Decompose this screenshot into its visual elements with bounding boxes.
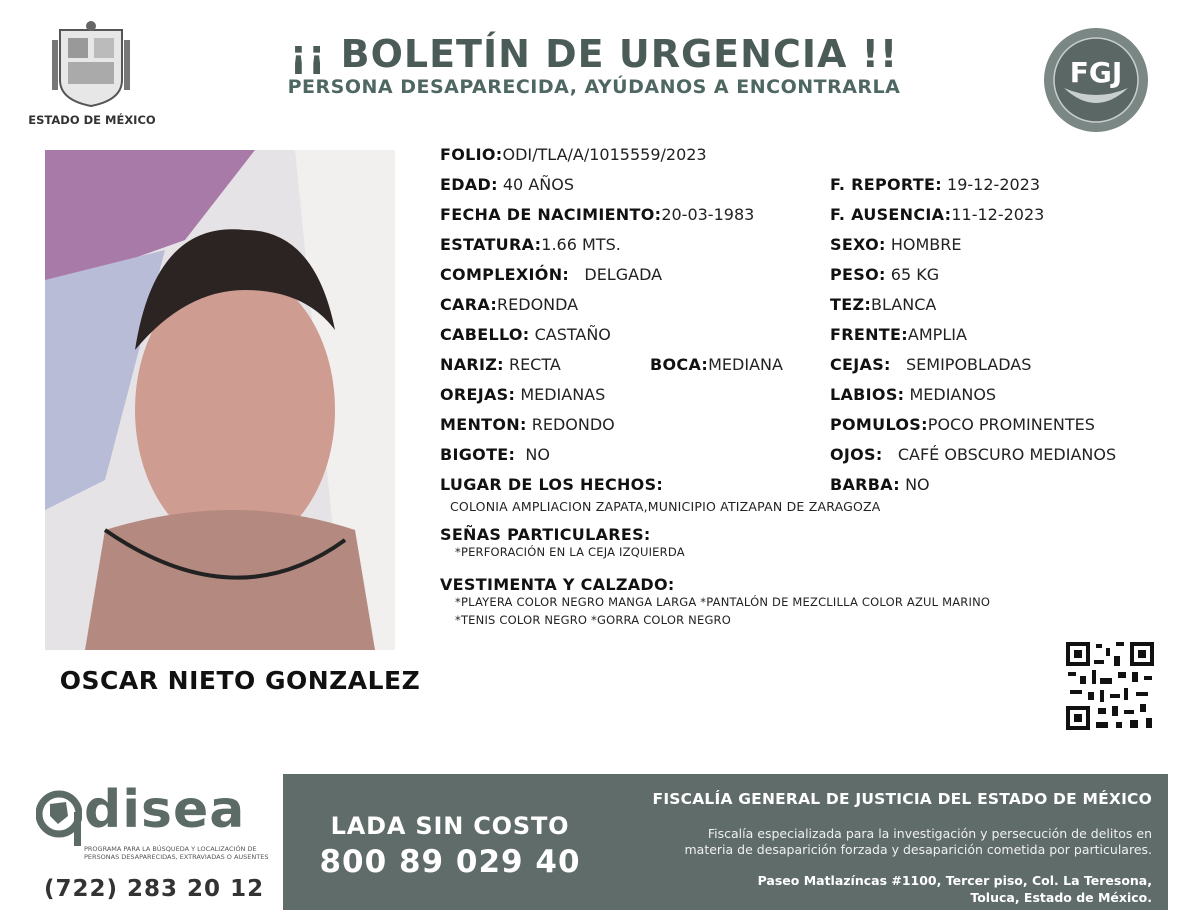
field-vestimenta-line1: *PLAYERA COLOR NEGRO MANGA LARGA *PANTALÓN DE MEZCLILLA COLOR AZUL MARINO [455,595,991,609]
field-labios: LABIOS: MEDIANOS [830,385,997,404]
field-senas-value: *PERFORACIÓN EN LA CEJA IZQUIERDA [455,545,685,559]
fgj-address-line-2: Toluca, Estado de México. [970,890,1152,905]
person-name: OSCAR NIETO GONZALEZ [59,666,421,695]
field-vestimenta-label: VESTIMENTA Y CALZADO: [440,575,675,594]
lada-phone-number: 800 89 029 40 [319,844,581,880]
field-barba: BARBA: NO [830,475,930,494]
field-cejas: CEJAS: SEMIPOBLADAS [830,355,1032,374]
fgj-logo-text: FGJ [1069,56,1123,89]
field-folio: FOLIO:ODI/TLA/A/1015559/2023 [440,145,707,164]
field-f-reporte: F. REPORTE: 19-12-2023 [830,175,1041,194]
odisea-map-icon [36,788,82,848]
field-estatura: ESTATURA:1.66 MTS. [440,235,621,254]
fgj-address-line-1: Paseo Matlazíncas #1100, Tercer piso, Col. La Teresona, [757,873,1152,888]
field-bigote: BIGOTE: NO [440,445,550,464]
fgj-description [592,826,1152,858]
fgj-address [758,872,1152,906]
field-lugar-label: LUGAR DE LOS HECHOS: [440,475,664,494]
person-photo [45,150,395,650]
field-complexion: COMPLEXIÓN: DELGADA [440,265,663,284]
fgj-description-line-1: Fiscalía especializada para la investigación y persecución de delitos en [707,826,1152,841]
fgj-seal-logo [1042,26,1150,134]
odisea-logo [36,780,276,846]
field-edad: EDAD: 40 AÑOS [440,175,574,194]
bulletin-subtitle: PERSONA DESAPARECIDA, AYÚDANOS A ENCONTRARLA [287,76,901,98]
field-tez: TEZ:BLANCA [830,295,937,314]
qr-code [1064,640,1156,732]
field-pomulos: POMULOS:POCO PROMINENTES [830,415,1095,434]
field-lugar-value: COLONIA AMPLIACION ZAPATA,MUNICIPIO ATIZAPAN DE ZARAGOZA [450,499,881,514]
field-senas-label: SEÑAS PARTICULARES: [440,525,651,544]
field-ojos: OJOS: CAFÉ OBSCURO MEDIANOS [830,445,1117,464]
fgj-description-line-2: materia de desaparición forzada y desaparición cometida por particulares. [684,842,1152,857]
estado-de-mexico-label: ESTADO DE MÉXICO [28,113,156,127]
field-cara: CARA:REDONDA [440,295,579,314]
odisea-wordmark: disea [84,780,246,840]
odisea-program-description: PROGRAMA PARA LA BÚSQUEDA Y LOCALIZACIÓN DE PERSONAS DESAPARECIDAS, EXTRAVIADAS O AUSENTES [84,845,269,861]
field-fecha-nacimiento: FECHA DE NACIMIENTO:20-03-1983 [440,205,755,224]
field-cabello: CABELLO: CASTAÑO [440,325,611,344]
lada-sin-costo-label: LADA SIN COSTO [330,812,570,840]
field-menton: MENTON: REDONDO [440,415,615,434]
field-peso: PESO: 65 KG [830,265,940,284]
field-sexo: SEXO: HOMBRE [830,235,962,254]
field-boca: BOCA:MEDIANA [650,355,783,374]
field-frente: FRENTE:AMPLIA [830,325,967,344]
field-nariz: NARIZ: RECTA [440,355,561,374]
field-f-ausencia: F. AUSENCIA:11-12-2023 [830,205,1045,224]
fgj-title: FISCALÍA GENERAL DE JUSTICIA DEL ESTADO DE MÉXICO [652,790,1152,808]
bulletin-title: ¡¡ BOLETÍN DE URGENCIA !! [289,32,899,76]
odisea-phone: (722) 283 20 12 [44,876,265,902]
field-orejas: OREJAS: MEDIANAS [440,385,606,404]
field-vestimenta-line2: *TENIS COLOR NEGRO *GORRA COLOR NEGRO [455,613,731,627]
